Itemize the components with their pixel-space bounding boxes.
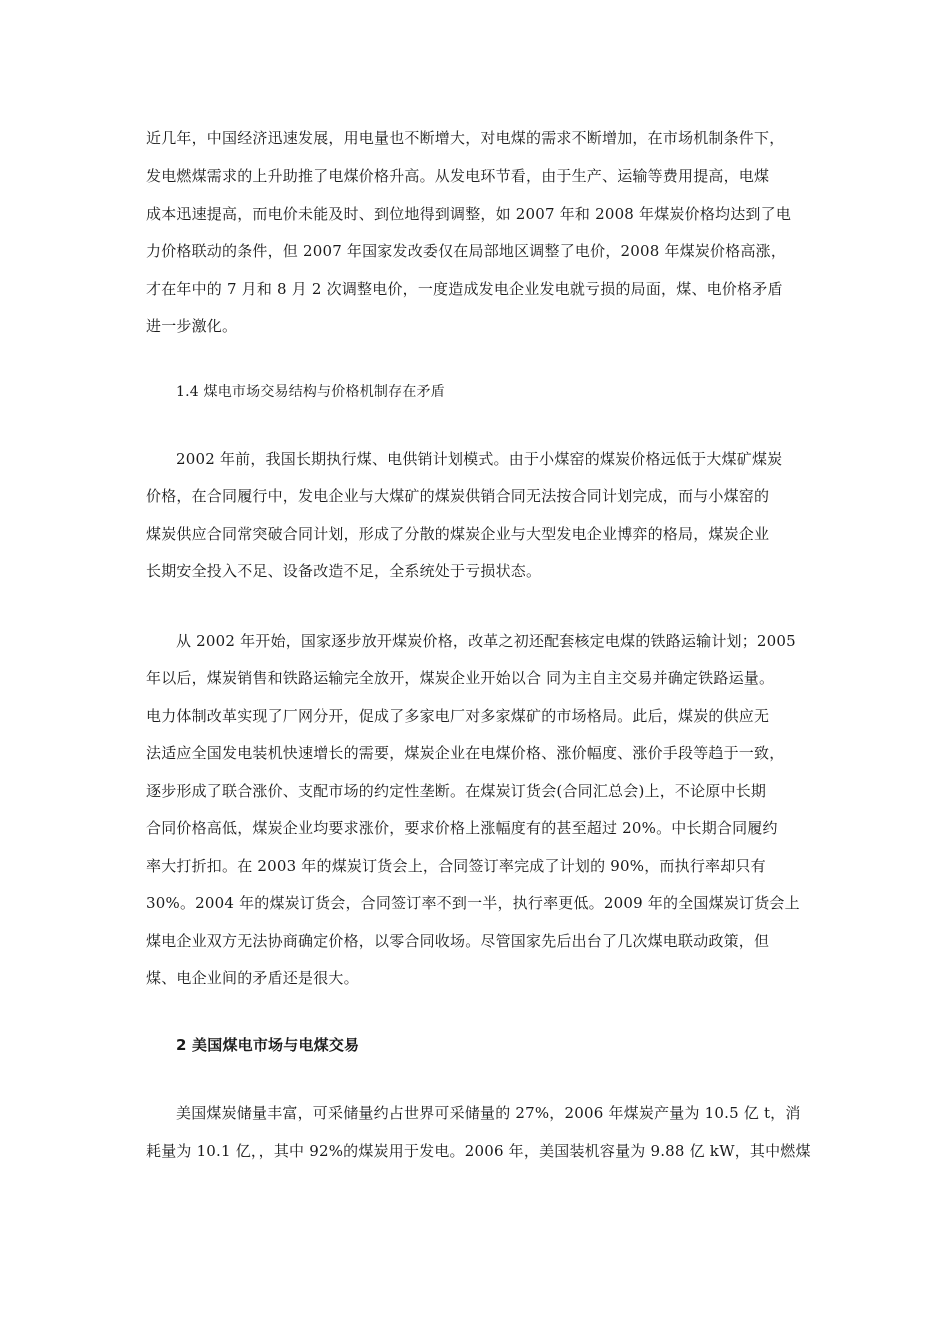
text-line: 逐步形成了联合涨价、支配市场的约定性垄断。在煤炭订货会(合同汇总会)上，不论原中长期 [146,782,767,800]
text-line: 从 2002 年开始，国家逐步放开煤炭价格，改革之初还配套核定电煤的铁路运输计划；2005 [176,632,796,650]
text-line: 进一步激化。 [146,317,238,335]
text-line: 合同价格高低，煤炭企业均要求涨价，要求价格上涨幅度有的甚至超过 20%。中长期合同履约 [146,819,778,837]
text-line: 2002 年前，我国长期执行煤、电供销计划模式。由于小煤窑的煤炭价格远低于大煤矿煤炭 [176,450,783,468]
text-line: 率大打折扣。在 2003 年的煤炭订货会上，合同签订率完成了计划的 90%，而执行率却只有 [146,857,766,875]
text-line: 煤炭供应合同常突破合同计划，形成了分散的煤炭企业与大型发电企业博弈的格局，煤炭企业 [146,525,770,543]
text-line: 发电燃煤需求的上升助推了电煤价格升高。从发电环节看，由于生产、运输等费用提高，电煤 [146,167,770,185]
text-line: 近几年，中国经济迅速发展，用电量也不断增大，对电煤的需求不断增加，在市场机制条件下， [146,129,785,147]
text-line: 年以后，煤炭销售和铁路运输完全放开，煤炭企业开始以合 同为主自主交易并确定铁路运量。 [146,669,775,687]
text-line: 电力体制改革实现了厂网分开，促成了多家电厂对多家煤矿的市场格局。此后，煤炭的供应无 [146,707,770,725]
text-line: 美国煤炭储量丰富，可采储量约占世界可采储量的 27%，2006 年煤炭产量为 10.5 亿 t，消 [176,1104,801,1122]
section-heading: 2 美国煤电市场与电煤交易 [176,1036,360,1054]
text-line: 耗量为 10.1 亿，，其中 92%的煤炭用于发电。2006 年，美国装机容量为 9.88 亿 kW，其中燃煤 [146,1142,811,1160]
text-line: 30%。2004 年的煤炭订货会，合同签订率不到一半，执行率更低。2009 年的全国煤炭订货会上 [146,894,800,912]
text-line: 长期安全投入不足、设备改造不足，全系统处于亏损状态。 [146,562,542,580]
text-line: 成本迅速提高，而电价未能及时、到位地得到调整，如 2007 年和 2008 年煤炭价格均达到了电 [146,205,792,223]
text-line: 煤电企业双方无法协商确定价格，以零合同收场。尽管国家先后出台了几次煤电联动政策，但 [146,932,770,950]
text-line: 力价格联动的条件，但 2007 年国家发改委仅在局部地区调整了电价，2008 年煤炭价格高涨， [146,242,787,260]
text-line: 煤、电企业间的矛盾还是很大。 [146,969,359,987]
text-line: 才在年中的 7 月和 8 月 2 次调整电价，一度造成发电企业发电就亏损的局面，煤、电价格矛盾 [146,280,783,298]
text-line: 价格，在合同履行中，发电企业与大煤矿的煤炭供销合同无法按合同计划完成，而与小煤窑的 [146,487,770,505]
section-heading: 1.4 煤电市场交易结构与价格机制存在矛盾 [176,384,445,400]
text-line: 法适应全国发电装机快速增长的需要，煤炭企业在电煤价格、涨价幅度、涨价手段等趋于一致， [146,744,785,762]
